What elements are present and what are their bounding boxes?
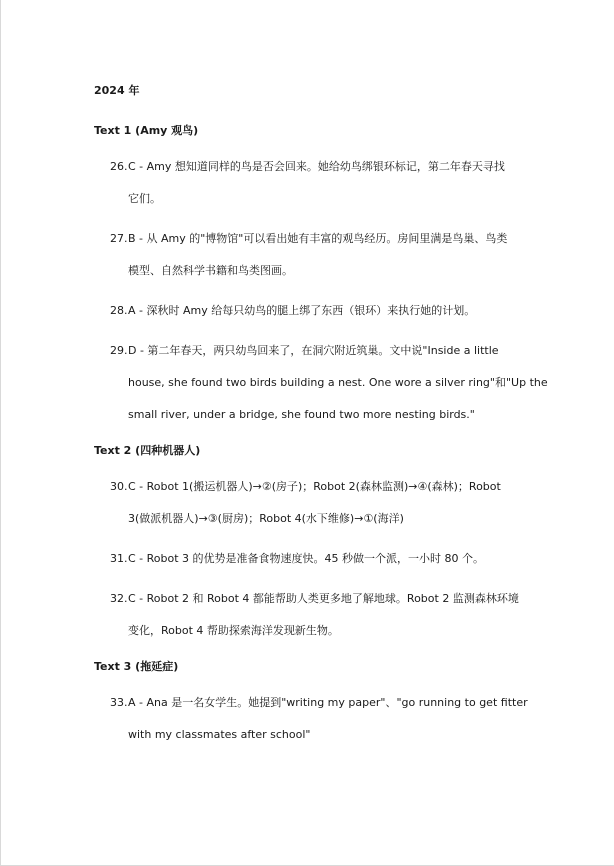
answer-text [128, 471, 516, 535]
question-number: 31. [110, 552, 128, 565]
answer-text [128, 583, 519, 647]
answer-text-line: 3(做派机器人)→③(厨房)；Robot 4(水下维修)→①(海洋) [128, 512, 404, 525]
question-number: 27. [110, 232, 128, 245]
question-number: 26. [110, 160, 128, 173]
answer-text-line: B - 从 Amy 的"博物馆"可以看出她有丰富的观鸟经历。房间里满是鸟巢、鸟类 [128, 232, 508, 245]
answer-section [94, 655, 528, 751]
answer-item [94, 583, 524, 647]
answer-text-line: house, she found two birds building a nest. One wore a silver ring"和"Up the [128, 376, 548, 389]
answer-item [94, 543, 524, 575]
answer-text-line: D - 第二年春天，两只幼鸟回来了，在洞穴附近筑巢。文中说"Inside a little [128, 344, 499, 357]
answer-text-line: A - 深秋时 Amy 给每只幼鸟的腿上绑了东西（银环）来执行她的计划。 [128, 304, 476, 317]
answer-text-line: 模型、自然科学书籍和鸟类图画。 [128, 264, 293, 277]
answer-text [128, 223, 516, 287]
answer-text [128, 295, 516, 327]
answer-text [128, 687, 528, 751]
answer-text-line: C - Amy 想知道同样的鸟是否会回来。她给幼鸟绑银环标记，第二年春天寻找 [128, 160, 505, 173]
answer-item [94, 295, 524, 327]
answer-item [94, 471, 524, 535]
answer-text-line: C - Robot 3 的优势是准备食物速度快。45 秒做一个派，一小时 80 个。 [128, 552, 485, 565]
answer-text-line: 变化，Robot 4 帮助探索海洋发现新生物。 [128, 624, 339, 637]
answer-text-line: with my classmates after school" [128, 728, 311, 741]
answer-section [94, 119, 548, 431]
answer-text-line: C - Robot 2 和 Robot 4 都能帮助人类更多地了解地球。Robot 2 监测森林环境 [128, 592, 519, 605]
page-edge-left [0, 0, 1, 866]
answer-sections [94, 119, 548, 751]
year-heading: 2024 年 [94, 84, 140, 97]
question-number: 29. [110, 344, 128, 357]
answer-text-line: small river, under a bridge, she found two more nesting birds." [128, 408, 475, 421]
section-title: Text 2 (四种机器人) [94, 444, 201, 457]
question-number: 30. [110, 480, 128, 493]
answer-text [128, 151, 516, 215]
answer-text-line: 它们。 [128, 192, 161, 205]
section-title: Text 3 (拖延症) [94, 660, 179, 673]
question-number: 32. [110, 592, 128, 605]
document-body [94, 79, 548, 759]
answer-item [94, 687, 528, 751]
answer-section [94, 439, 524, 647]
answer-text [128, 543, 516, 575]
section-title: Text 1 (Amy 观鸟) [94, 124, 199, 137]
answer-text-line: A - Ana 是一名女学生。她提到"writing my paper"、"go running to get fitter [128, 696, 528, 709]
answer-item [94, 151, 524, 215]
answer-text-line: C - Robot 1(搬运机器人)→②(房子)；Robot 2(森林监测)→④(森林)；Robot [128, 480, 501, 493]
answer-item [94, 223, 524, 287]
answer-text [128, 335, 548, 431]
answer-item [94, 335, 548, 431]
question-number: 33. [110, 696, 128, 709]
question-number: 28. [110, 304, 128, 317]
